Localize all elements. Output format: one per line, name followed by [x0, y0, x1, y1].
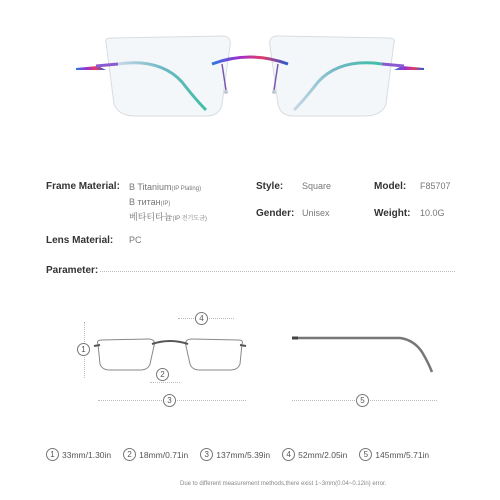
frame-material-label: Frame Material: — [46, 181, 120, 192]
marker-1: 1 — [77, 343, 90, 356]
gender-label: Gender: — [256, 208, 295, 219]
parameter-label: Parameter: — [46, 265, 99, 276]
frame-material-line-1: B Titanium — [129, 182, 172, 192]
dimension-text-1: 33mm/1.30in — [62, 449, 112, 460]
model-label: Model: — [374, 181, 407, 192]
weight-label: Weight: — [374, 208, 411, 219]
frame-material-line-2: B титан — [129, 197, 161, 207]
style-value: Square — [302, 181, 332, 191]
dimension-text-3: 137mm/5.39in — [216, 449, 271, 460]
frame-material-line-3: 베타티타늄 — [129, 212, 173, 222]
dimension-num-3: 3 — [200, 448, 213, 461]
side-view-diagram — [288, 326, 438, 376]
model-value: F85707 — [420, 181, 451, 191]
dimension-num-2: 2 — [123, 448, 136, 461]
frame-material-note-2: (IP) — [160, 201, 171, 207]
frame-material-value — [129, 181, 249, 226]
dimension-num-4: 4 — [282, 448, 295, 461]
weight-value: 10.0G — [420, 208, 445, 218]
dimension-item-5 — [359, 448, 429, 461]
marker-3: 3 — [163, 394, 176, 407]
dimension-text-2: 18mm/0.71in — [139, 449, 189, 460]
dimension-num-1: 1 — [46, 448, 59, 461]
dimension-item-2 — [123, 448, 188, 461]
frame-material-note-3: (IP 전기도금) — [172, 216, 207, 222]
dimension-item-3 — [200, 448, 270, 461]
frame-material-note-1: (IP Plating) — [171, 186, 202, 192]
dimension-item-4 — [282, 448, 347, 461]
marker-2: 2 — [156, 368, 169, 381]
dimension-num-5: 5 — [359, 448, 372, 461]
dimension-text-4: 52mm/2.05in — [298, 449, 348, 460]
gender-value: Unisex — [302, 208, 330, 218]
lens-material-value: PC — [129, 235, 142, 245]
footnote: Due to different measurement methods,there exist 1~3mm(0.04~0.12in) error. — [180, 481, 387, 487]
front-view-diagram — [90, 330, 250, 380]
dim-2-guide — [150, 382, 180, 383]
marker-5: 5 — [356, 394, 369, 407]
dimension-item-1 — [46, 448, 111, 461]
dimension-text-5: 145mm/5.71in — [375, 449, 430, 460]
lens-material-label: Lens Material: — [46, 235, 114, 246]
marker-4: 4 — [195, 312, 208, 325]
parameter-divider — [100, 271, 455, 272]
glasses-front-photo — [0, 0, 500, 150]
dimension-legend — [46, 448, 466, 461]
style-label: Style: — [256, 181, 284, 192]
